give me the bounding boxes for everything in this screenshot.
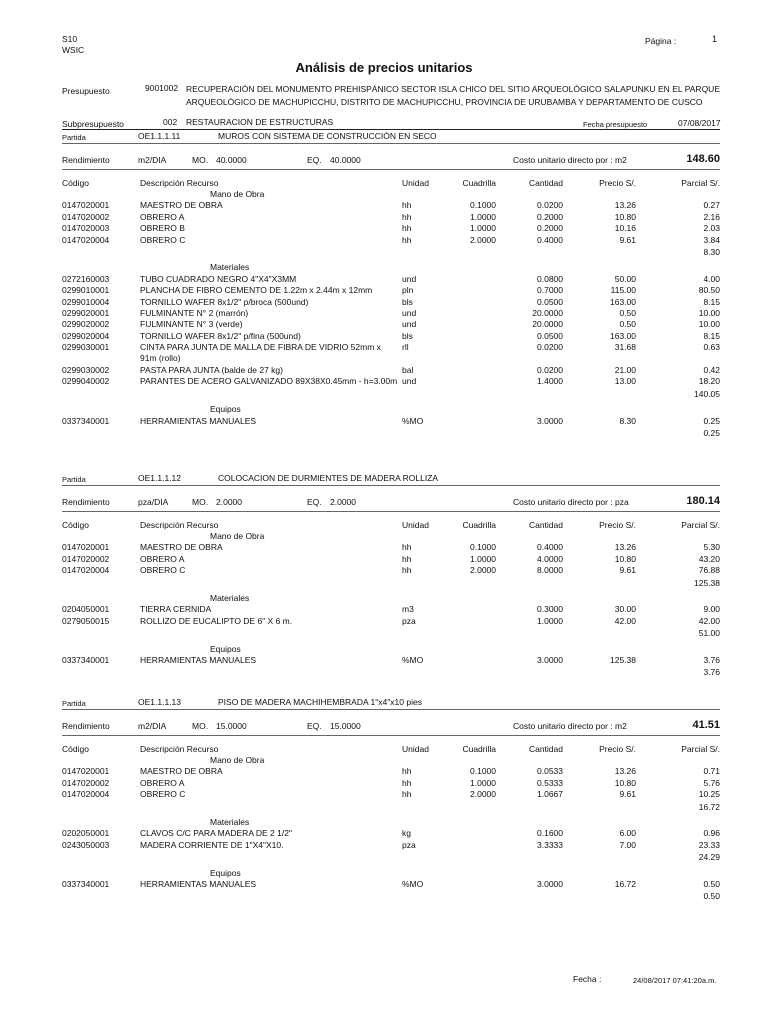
eq-label: EQ. bbox=[307, 155, 322, 165]
row-cantidad: 0.0533 bbox=[537, 766, 563, 777]
row-unit: hh bbox=[402, 553, 412, 564]
row-description: MADERA CORRIENTE DE 1"X4"X10. bbox=[140, 839, 284, 850]
header-divider bbox=[62, 129, 720, 130]
rendimiento-unit: m2/DIA bbox=[138, 155, 167, 165]
group-title: Equipos bbox=[210, 404, 241, 415]
row-unit: hh bbox=[402, 789, 412, 800]
row-unit: hh bbox=[402, 223, 412, 234]
row-description: ROLLIZO DE EUCALIPTO DE 6" X 6 m. bbox=[140, 615, 293, 626]
costo-unit: pza bbox=[615, 497, 629, 507]
costo-label: Costo unitario directo por : bbox=[513, 497, 613, 507]
mo-value: 15.0000 bbox=[216, 721, 247, 731]
partida-label: Partida bbox=[62, 475, 86, 484]
row-precio: 8.30 bbox=[619, 415, 636, 426]
presupuesto-label: Presupuesto bbox=[62, 86, 110, 96]
row-description: MAESTRO DE OBRA bbox=[140, 200, 223, 211]
row-parcial: 3.84 bbox=[703, 234, 720, 245]
row-cantidad: 0.0200 bbox=[537, 200, 563, 211]
row-parcial: 4.00 bbox=[703, 273, 720, 284]
row-parcial: 76.88 bbox=[698, 565, 720, 576]
row-code: 0299040002 bbox=[62, 376, 110, 387]
partida-name: MUROS CON SISTEMA DE CONSTRUCCIÓN EN SECO bbox=[218, 131, 437, 141]
row-precio: 163.00 bbox=[610, 330, 636, 341]
row-unit: %MO bbox=[402, 879, 424, 889]
partida-divider bbox=[62, 143, 720, 144]
group-title: Equipos bbox=[210, 643, 241, 654]
row-cuadrilla: 1.0000 bbox=[470, 223, 496, 234]
group-subtotal: 51.00 bbox=[698, 628, 720, 639]
col-cantidad: Cantidad bbox=[528, 178, 563, 188]
row-cuadrilla: 0.1000 bbox=[470, 766, 496, 777]
row-cuadrilla: 1.0000 bbox=[470, 211, 496, 222]
row-unit: und bbox=[402, 319, 417, 330]
row-cuadrilla: 2.0000 bbox=[470, 789, 496, 800]
rendimiento-label: Rendimiento bbox=[62, 721, 110, 731]
row-precio: 10.16 bbox=[614, 223, 636, 234]
row-code: 0337340001 bbox=[62, 415, 110, 426]
row-code: 0147020004 bbox=[62, 789, 110, 800]
row-precio: 10.80 bbox=[614, 553, 636, 564]
row-description: TIERRA CERNIDA bbox=[140, 604, 212, 615]
row-precio: 115.00 bbox=[610, 285, 636, 296]
row-unit: hh bbox=[402, 565, 412, 576]
col-unidad: Unidad bbox=[402, 744, 429, 754]
mo-label: MO. bbox=[192, 155, 209, 165]
row-code: 0272160003 bbox=[62, 273, 110, 284]
row-precio: 16.72 bbox=[614, 879, 636, 889]
group-subtotal: 8.30 bbox=[703, 247, 720, 257]
row-unit: hh bbox=[402, 777, 412, 788]
row-cuadrilla: 1.0000 bbox=[470, 777, 496, 788]
row-description: OBRERO A bbox=[140, 777, 185, 788]
row-cantidad: 20.0000 bbox=[532, 308, 563, 318]
row-code: 0243050003 bbox=[62, 839, 110, 850]
row-code: 0147020004 bbox=[62, 565, 110, 576]
row-cantidad: 3.3333 bbox=[537, 839, 563, 850]
costo-unit: m2 bbox=[615, 155, 627, 165]
row-description: MAESTRO DE OBRA bbox=[140, 766, 223, 777]
row-code: 0147020004 bbox=[62, 234, 110, 245]
group-title: Materiales bbox=[210, 817, 250, 827]
presupuesto-code: 9001002 bbox=[145, 83, 179, 93]
row-unit: m3 bbox=[402, 604, 414, 615]
row-code: 0147020002 bbox=[62, 211, 110, 222]
row-cantidad: 0.5333 bbox=[537, 777, 563, 788]
row-parcial: 80.50 bbox=[698, 285, 720, 296]
row-cantidad: 0.0500 bbox=[537, 330, 563, 341]
row-parcial: 0.50 bbox=[703, 879, 720, 889]
partida-divider bbox=[62, 485, 720, 486]
row-description: OBRERO C bbox=[140, 565, 186, 576]
row-description: FULMINANTE N° 3 (verde) bbox=[140, 319, 243, 330]
row-code: 0147020001 bbox=[62, 542, 110, 553]
rendimiento-unit: pza/DIA bbox=[138, 497, 169, 507]
row-unit: pza bbox=[402, 839, 416, 850]
row-code: 0337340001 bbox=[62, 655, 110, 665]
col-unidad: Unidad bbox=[402, 178, 429, 188]
row-parcial: 10.25 bbox=[698, 789, 720, 800]
row-cantidad: 1.0000 bbox=[537, 615, 563, 626]
col-precio: Precio S/. bbox=[599, 178, 636, 188]
partida-name: PISO DE MADERA MACHIHEMBRADA 1"x4"x10 pies bbox=[218, 697, 422, 707]
row-code: 0299010004 bbox=[62, 296, 110, 307]
eq-value: 2.0000 bbox=[330, 497, 356, 507]
partida-code: OE1.1.1.11 bbox=[138, 131, 181, 141]
col-unidad: Unidad bbox=[402, 520, 429, 530]
workspace-code: WSIC bbox=[62, 45, 85, 55]
row-parcial: 5.76 bbox=[703, 777, 720, 788]
row-description: MAESTRO DE OBRA bbox=[140, 542, 223, 553]
row-code: 0337340001 bbox=[62, 879, 110, 889]
row-description: OBRERO B bbox=[140, 223, 185, 234]
costo-label: Costo unitario directo por : bbox=[513, 155, 613, 165]
row-cantidad: 0.3000 bbox=[537, 604, 563, 615]
row-cantidad: 0.4000 bbox=[537, 234, 563, 245]
row-parcial: 2.03 bbox=[703, 223, 720, 234]
row-parcial: 10.00 bbox=[698, 308, 720, 318]
col-parcial: Parcial S/. bbox=[681, 744, 720, 754]
partida-label: Partida bbox=[62, 699, 86, 708]
row-unit: und bbox=[402, 376, 417, 387]
row-precio: 13.00 bbox=[614, 376, 636, 387]
row-description: HERRAMIENTAS MANUALES bbox=[140, 879, 257, 889]
row-cantidad: 0.2000 bbox=[537, 211, 563, 222]
rendimiento-divider bbox=[62, 511, 720, 512]
group-subtotal: 0.50 bbox=[703, 891, 720, 902]
row-code: 0147020001 bbox=[62, 200, 110, 211]
row-description: HERRAMIENTAS MANUALES bbox=[140, 415, 257, 426]
group-title: Equipos bbox=[210, 867, 241, 878]
row-parcial: 0.71 bbox=[703, 766, 720, 777]
row-cantidad: 1.4000 bbox=[537, 376, 563, 387]
row-cantidad: 3.0000 bbox=[537, 415, 563, 426]
partida-divider bbox=[62, 709, 720, 710]
col-descripcion: Descripción Recurso bbox=[140, 744, 219, 754]
group-subtotal: 140.05 bbox=[694, 388, 720, 399]
row-parcial: 8.15 bbox=[703, 330, 720, 341]
row-parcial: 3.76 bbox=[703, 655, 720, 665]
row-unit: bal bbox=[402, 365, 414, 375]
row-parcial: 9.00 bbox=[703, 604, 720, 615]
footer-fecha-label: Fecha : bbox=[573, 974, 602, 984]
row-code: 0147020001 bbox=[62, 766, 110, 777]
eq-value: 40.0000 bbox=[330, 155, 361, 165]
costo-label: Costo unitario directo por : bbox=[513, 721, 613, 731]
row-precio: 163.00 bbox=[610, 296, 636, 307]
row-unit: pza bbox=[402, 615, 416, 626]
mo-value: 2.0000 bbox=[216, 497, 242, 507]
row-parcial: 10.00 bbox=[698, 319, 720, 330]
row-precio: 0.50 bbox=[619, 308, 636, 318]
row-description: OBRERO A bbox=[140, 211, 185, 222]
row-code: 0299020002 bbox=[62, 319, 110, 330]
row-precio: 50.00 bbox=[614, 273, 636, 284]
row-description: PASTA PARA JUNTA (balde de 27 kg) bbox=[140, 365, 283, 375]
partida-label: Partida bbox=[62, 133, 86, 142]
row-cantidad: 4.0000 bbox=[537, 553, 563, 564]
group-title: Mano de Obra bbox=[210, 755, 265, 765]
rendimiento-label: Rendimiento bbox=[62, 497, 110, 507]
col-parcial: Parcial S/. bbox=[681, 178, 720, 188]
row-precio: 31.68 bbox=[614, 342, 636, 353]
partida-name: COLOCACION DE DURMIENTES DE MADERA ROLLIZA bbox=[218, 473, 439, 483]
col-codigo: Código bbox=[62, 520, 89, 530]
partida-code: OE1.1.1.12 bbox=[138, 473, 182, 483]
row-description: HERRAMIENTAS MANUALES bbox=[140, 655, 257, 665]
group-subtotal: 125.38 bbox=[694, 577, 720, 588]
row-code: 0147020003 bbox=[62, 223, 110, 234]
row-cuadrilla: 0.1000 bbox=[470, 200, 496, 211]
costo-value: 180.14 bbox=[686, 495, 720, 507]
row-parcial: 18.20 bbox=[698, 376, 720, 387]
col-precio: Precio S/. bbox=[599, 744, 636, 754]
rendimiento-divider bbox=[62, 169, 720, 170]
row-description: OBRERO C bbox=[140, 789, 186, 800]
row-cantidad: 0.2000 bbox=[537, 223, 563, 234]
subpresupuesto-code: 002 bbox=[163, 117, 178, 127]
eq-value: 15.0000 bbox=[330, 721, 361, 731]
row-precio: 10.80 bbox=[614, 211, 636, 222]
row-parcial: 0.25 bbox=[703, 415, 720, 426]
row-parcial: 43.20 bbox=[698, 553, 720, 564]
row-unit: bls bbox=[402, 296, 413, 307]
row-cantidad: 20.0000 bbox=[532, 319, 563, 330]
row-code: 0299020001 bbox=[62, 308, 110, 318]
footer-fecha-value: 24/08/2017 07:41:20a.m. bbox=[633, 976, 717, 985]
row-code: 0147020002 bbox=[62, 553, 110, 564]
row-parcial: 42.00 bbox=[698, 615, 720, 626]
page-label: Página : bbox=[645, 36, 677, 46]
row-parcial: 23.33 bbox=[698, 839, 720, 850]
row-description: CINTA PARA JUNTA DE MALLA DE FIBRA DE VIDRIO 52mm x 91m (rollo) bbox=[140, 342, 381, 364]
row-unit: hh bbox=[402, 234, 412, 245]
fecha-presupuesto-value: 07/08/2017 bbox=[678, 118, 721, 128]
row-cantidad: 1.0667 bbox=[537, 789, 563, 800]
row-unit: pln bbox=[402, 285, 414, 296]
group-subtotal: 3.76 bbox=[703, 667, 720, 678]
costo-unit: m2 bbox=[615, 721, 627, 731]
row-description: OBRERO C bbox=[140, 234, 186, 245]
row-precio: 9.61 bbox=[619, 565, 636, 576]
row-cantidad: 0.0800 bbox=[537, 273, 563, 284]
row-parcial: 8.15 bbox=[703, 296, 720, 307]
group-title: Materiales bbox=[210, 262, 250, 273]
row-precio: 7.00 bbox=[619, 839, 636, 850]
rendimiento-divider bbox=[62, 735, 720, 736]
col-precio: Precio S/. bbox=[599, 520, 636, 530]
col-cantidad: Cantidad bbox=[528, 520, 563, 530]
row-cantidad: 0.4000 bbox=[537, 542, 563, 553]
row-unit: hh bbox=[402, 211, 412, 222]
row-cantidad: 0.0200 bbox=[537, 365, 563, 375]
mo-label: MO. bbox=[192, 497, 209, 507]
row-parcial: 2.16 bbox=[703, 211, 720, 222]
eq-label: EQ. bbox=[307, 721, 322, 731]
rendimiento-unit: m2/DIA bbox=[138, 721, 167, 731]
col-codigo: Código bbox=[62, 178, 89, 188]
row-unit: rll bbox=[402, 342, 409, 353]
row-code: 0202050001 bbox=[62, 828, 110, 839]
row-precio: 13.26 bbox=[614, 200, 636, 211]
row-parcial: 0.96 bbox=[703, 828, 720, 839]
row-description: TUBO CUADRADO NEGRO 4"X4"X3MM bbox=[140, 273, 297, 284]
row-precio: 0.50 bbox=[619, 319, 636, 330]
row-unit: bls bbox=[402, 330, 413, 341]
row-unit: hh bbox=[402, 766, 412, 777]
row-cantidad: 0.0200 bbox=[537, 342, 563, 353]
row-parcial: 0.63 bbox=[703, 342, 720, 353]
presupuesto-description: RECUPERACIÓN DEL MONUMENTO PREHISPÁNICO SECTOR ISLA CHICO DEL SITIO ARQUEOLÓGICO SALAPUNKU EN EL PARQUE ARQUEOLÓGICO DE MACHUPICCHU, DISTRITO DE MACHUPICCHU, PROVINCIA DE URUBAMBA Y DEPARTAMENTO DE CUSCO bbox=[186, 84, 720, 107]
row-code: 0299030002 bbox=[62, 365, 110, 375]
group-title: Mano de Obra bbox=[210, 531, 265, 541]
costo-value: 148.60 bbox=[686, 153, 720, 165]
row-description: TORNILLO WAFER 8x1/2" p/fina (500und) bbox=[140, 330, 301, 341]
row-code: 0299020004 bbox=[62, 330, 110, 341]
col-cuadrilla: Cuadrilla bbox=[462, 744, 496, 754]
col-cuadrilla: Cuadrilla bbox=[462, 520, 496, 530]
subpresupuesto-description: RESTAURACION DE ESTRUCTURAS bbox=[186, 117, 334, 127]
row-cantidad: 0.0500 bbox=[537, 296, 563, 307]
group-subtotal: 16.72 bbox=[698, 801, 720, 812]
row-unit: %MO bbox=[402, 655, 424, 665]
row-description: FULMINANTE N° 2 (marrón) bbox=[140, 308, 249, 318]
group-subtotal: 0.25 bbox=[703, 428, 720, 438]
page-title: Análisis de precios unitarios bbox=[295, 60, 473, 75]
row-parcial: 5.30 bbox=[703, 542, 720, 553]
eq-label: EQ. bbox=[307, 497, 322, 507]
row-parcial: 0.42 bbox=[703, 365, 720, 375]
row-description: CLAVOS C/C PARA MADERA DE 2 1/2" bbox=[140, 828, 292, 839]
col-descripcion: Descripción Recurso bbox=[140, 178, 219, 188]
row-cantidad: 3.0000 bbox=[537, 879, 563, 889]
col-descripcion: Descripción Recurso bbox=[140, 520, 219, 530]
fecha-presupuesto-label: Fecha presupuesto bbox=[583, 120, 648, 129]
row-unit: %MO bbox=[402, 415, 424, 426]
row-code: 0147020002 bbox=[62, 777, 110, 788]
row-precio: 42.00 bbox=[614, 615, 636, 626]
row-description: PLANCHA DE FIBRO CEMENTO DE 1.22m x 2.44m x 12mm bbox=[140, 285, 373, 296]
row-precio: 9.61 bbox=[619, 789, 636, 800]
row-description: OBRERO A bbox=[140, 553, 185, 564]
row-precio: 21.00 bbox=[614, 365, 636, 375]
partida-code: OE1.1.1.13 bbox=[138, 697, 182, 707]
rendimiento-label: Rendimiento bbox=[62, 155, 110, 165]
subpresupuesto-label: Subpresupuesto bbox=[62, 119, 124, 129]
row-code: 0279050015 bbox=[62, 615, 110, 626]
row-code: 0299010001 bbox=[62, 285, 110, 296]
col-cantidad: Cantidad bbox=[528, 744, 563, 754]
row-unit: und bbox=[402, 273, 417, 284]
group-subtotal: 24.29 bbox=[698, 852, 720, 863]
group-title: Mano de Obra bbox=[210, 189, 265, 199]
group-title: Materiales bbox=[210, 593, 250, 603]
col-codigo: Código bbox=[62, 744, 89, 754]
row-description: PARANTES DE ACERO GALVANIZADO 89X38X0.45mm - h=3.00m bbox=[140, 376, 398, 387]
row-code: 0299030001 bbox=[62, 342, 110, 353]
row-unit: hh bbox=[402, 200, 412, 211]
row-code: 0204050001 bbox=[62, 604, 110, 615]
row-cuadrilla: 0.1000 bbox=[470, 542, 496, 553]
row-cantidad: 8.0000 bbox=[537, 565, 563, 576]
col-cuadrilla: Cuadrilla bbox=[462, 178, 496, 188]
mo-label: MO. bbox=[192, 721, 209, 731]
row-cuadrilla: 1.0000 bbox=[470, 553, 496, 564]
row-precio: 13.26 bbox=[614, 766, 636, 777]
row-unit: kg bbox=[402, 828, 411, 839]
row-cantidad: 3.0000 bbox=[537, 655, 563, 665]
row-precio: 6.00 bbox=[619, 828, 636, 839]
row-precio: 13.26 bbox=[614, 542, 636, 553]
row-precio: 9.61 bbox=[619, 234, 636, 245]
row-parcial: 0.27 bbox=[703, 200, 720, 211]
system-code: S10 bbox=[62, 34, 78, 44]
row-cuadrilla: 2.0000 bbox=[470, 565, 496, 576]
row-cantidad: 0.1600 bbox=[537, 828, 563, 839]
row-unit: und bbox=[402, 308, 417, 318]
row-precio: 10.80 bbox=[614, 777, 636, 788]
mo-value: 40.0000 bbox=[216, 155, 247, 165]
row-precio: 30.00 bbox=[614, 604, 636, 615]
col-parcial: Parcial S/. bbox=[681, 520, 720, 530]
page-number: 1 bbox=[712, 34, 718, 44]
row-cuadrilla: 2.0000 bbox=[470, 234, 496, 245]
costo-value: 41.51 bbox=[692, 719, 720, 731]
row-precio: 125.38 bbox=[610, 655, 636, 665]
row-unit: hh bbox=[402, 542, 412, 553]
row-description: TORNILLO WAFER 8x1/2" p/broca (500und) bbox=[140, 296, 309, 307]
row-cantidad: 0.7000 bbox=[537, 285, 563, 296]
